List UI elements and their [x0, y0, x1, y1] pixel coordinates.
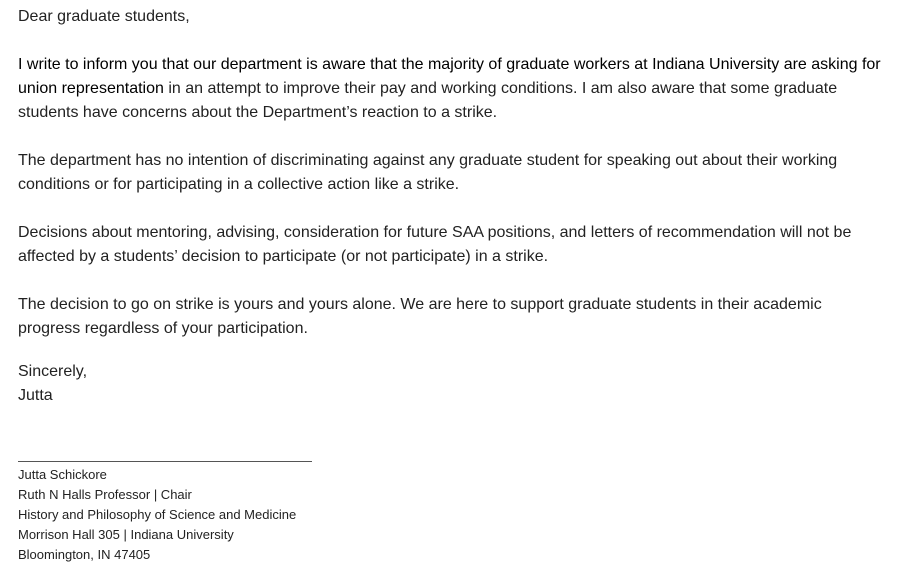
signature-divider — [18, 461, 312, 462]
signature-office: Morrison Hall 305 | Indiana University — [18, 527, 234, 542]
paragraph-1 — [18, 53, 888, 125]
greeting: Dear graduate students, — [18, 8, 190, 25]
paragraph-4: The decision to go on strike is yours and yours alone. We are here to support graduate students in their academic progress regardless of your participation. — [18, 296, 822, 337]
signature-city: Bloomington, IN 47405 — [18, 547, 151, 562]
signoff-name: Jutta — [18, 387, 53, 404]
signature-block — [18, 465, 296, 565]
paragraph-2: The department has no intention of discriminating against any graduate student for speaking out about their working conditions or for participating in a collective action like a strike. — [18, 152, 838, 193]
letter-body — [18, 5, 888, 408]
signature-department: History and Philosophy of Science and Medicine — [18, 507, 297, 522]
paragraph-1-rest: in an attempt to improve their pay and working conditions. I am also aware that some graduate students have concerns about the Department’s reaction to a strike. — [18, 80, 838, 121]
paragraph-3: Decisions about mentoring, advising, consideration for future SAA positions, and letters of recommendation will not be affected by a students’ decision to participate (or not participate) in a strike. — [18, 224, 852, 265]
closing: Sincerely, — [18, 363, 88, 380]
signature-name: Jutta Schickore — [18, 467, 107, 482]
signature-title: Ruth N Halls Professor | Chair — [18, 487, 192, 502]
paragraph-1-emphasis: I write to inform you that our department is aware that the majority of graduate workers at Indiana University are asking for union representation — [18, 56, 881, 97]
